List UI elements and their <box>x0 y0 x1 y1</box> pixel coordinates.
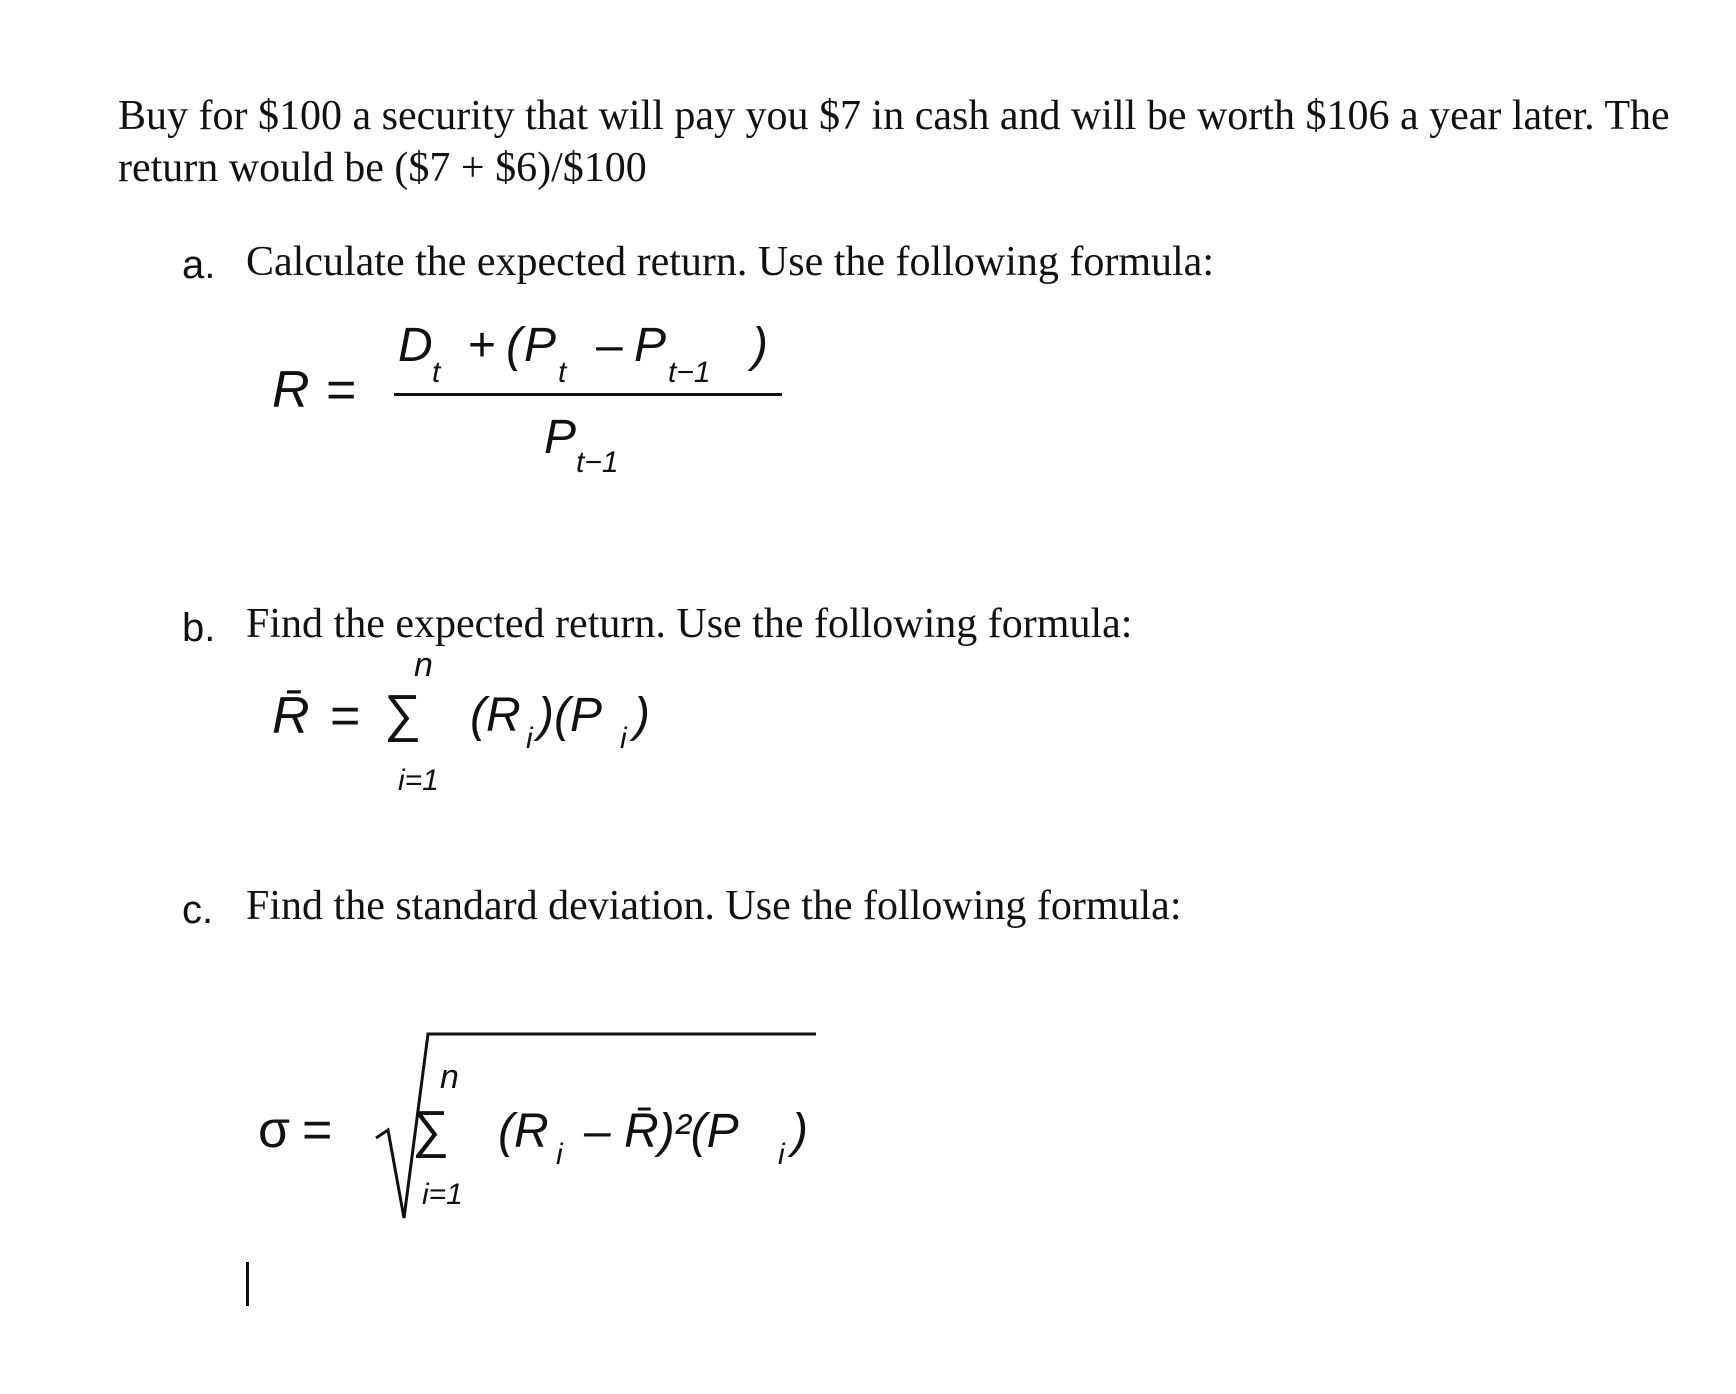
item-c-text: Find the standard deviation. Use the following formula: <box>246 883 1182 929</box>
formula-a-lhs: R <box>272 361 310 419</box>
formula-a-denominator: P <box>544 411 577 464</box>
formula-b-lhs: R̄ <box>272 687 310 745</box>
formula-c-term-r: (R <box>498 1105 549 1158</box>
item-a-text: Calculate the expected return. Use the following formula: <box>246 239 1214 285</box>
formula-a-fraction-bar <box>394 393 782 396</box>
formula-b-upper-limit: n <box>414 646 433 684</box>
formula-c-sub-i-1: i <box>556 1138 563 1171</box>
formula-c-sigma: ∑ <box>412 1101 450 1159</box>
intro-line-1: Buy for $100 a security that will pay you $7 in cash and will be worth $106 a year later. The <box>118 93 1670 139</box>
formula-b-lower-limit: i=1 <box>398 764 439 797</box>
formula-a-sub-t-2: t <box>558 356 567 389</box>
intro-line-2: return would be ($7 + $6)/$100 <box>118 145 647 191</box>
formula-b-sigma: ∑ <box>384 685 422 743</box>
formula-b-term-p: )(P <box>538 689 602 742</box>
formula-a-close-paren: ) <box>752 319 768 372</box>
item-b-text: Find the expected return. Use the following formula: <box>246 601 1133 647</box>
formula-b-sub-i-2: i <box>620 722 627 755</box>
formula-a-sub-t1: t−1 <box>668 356 711 389</box>
formula-a-price-prev: P <box>634 319 667 372</box>
formula-c-upper-limit: n <box>440 1058 459 1096</box>
formula-a-den-sub: t−1 <box>576 446 619 479</box>
formula-a-price-t: P <box>524 319 557 372</box>
text-cursor[interactable] <box>246 1262 249 1306</box>
formula-a-minus: – <box>596 319 623 372</box>
formula-a-open-paren: ( <box>506 319 522 372</box>
formula-b-sub-i-1: i <box>526 722 533 755</box>
intro-paragraph <box>118 90 1718 194</box>
formula-c-lhs: σ <box>258 1101 291 1159</box>
formula-b-equals: = <box>330 687 361 745</box>
formula-b-close: ) <box>634 689 650 742</box>
formula-c-sub-i-2: i <box>778 1138 785 1171</box>
formula-c-equals: = <box>302 1101 333 1159</box>
formula-a-equals: = <box>326 361 357 419</box>
formula-c-term-mid: – R̄)²(P <box>584 1105 739 1158</box>
item-c-letter: c. <box>182 888 214 932</box>
item-b-letter: b. <box>182 606 216 650</box>
formula-a-sub-t: t <box>432 356 441 389</box>
formula-c-lower-limit: i=1 <box>422 1178 463 1211</box>
item-a-letter: a. <box>182 243 216 287</box>
formula-a-plus: + <box>468 319 497 372</box>
formula-a-dividend: D <box>398 319 433 372</box>
formula-c-close: ) <box>792 1105 808 1158</box>
formula-b-term-r: (R <box>470 689 521 742</box>
